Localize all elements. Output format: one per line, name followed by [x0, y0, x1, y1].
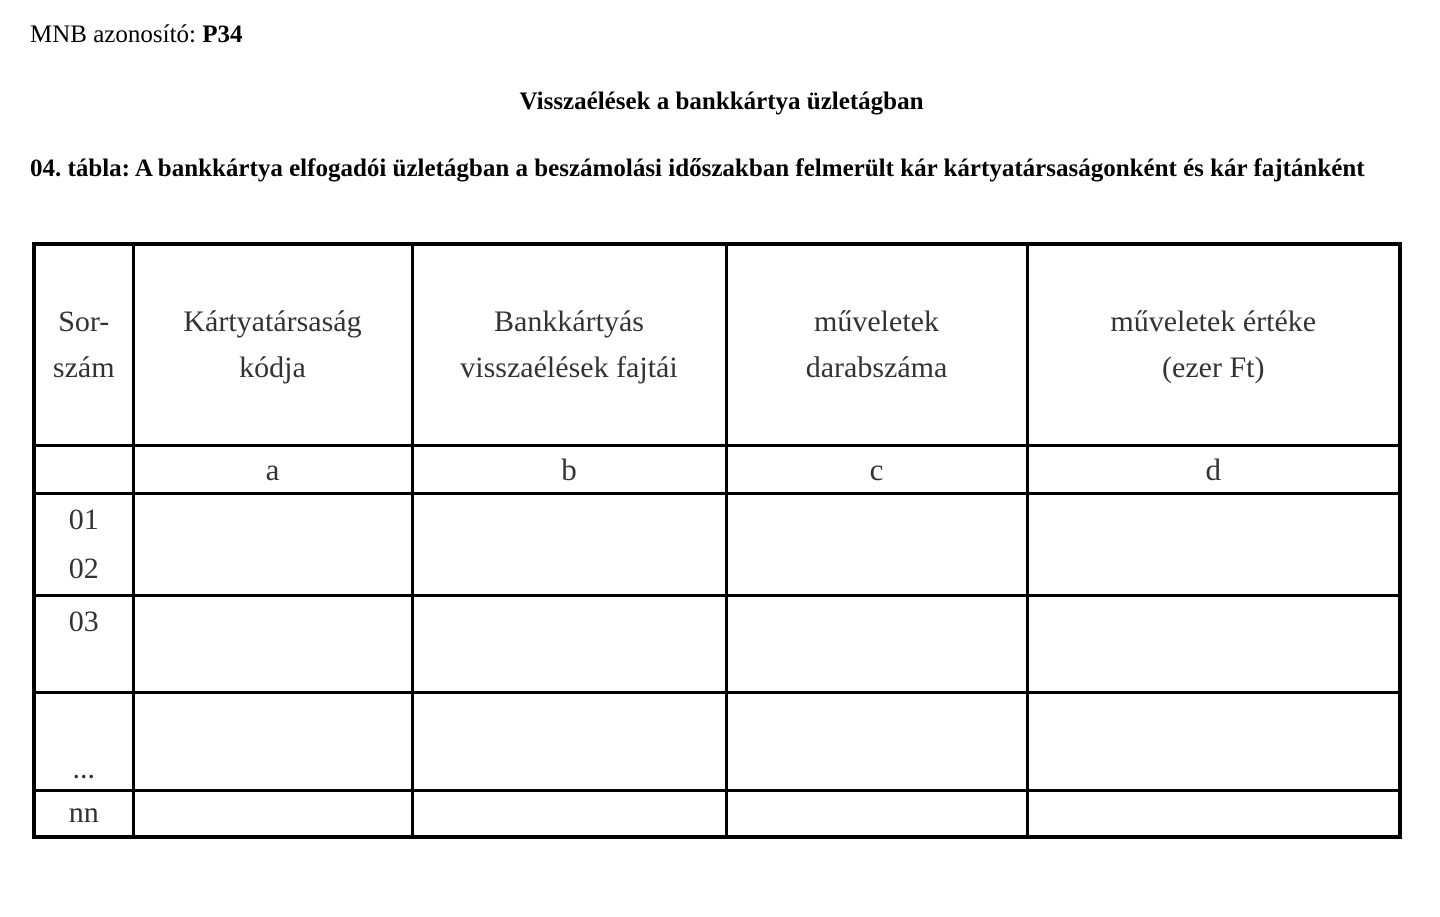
- table-cell[interactable]: [726, 693, 1027, 790]
- column-header-transaction-value: műveletek értéke (ezer Ft): [1027, 244, 1400, 446]
- row-number-cell: [34, 494, 133, 596]
- identifier-code: P34: [202, 21, 243, 48]
- row-number: 01: [68, 503, 99, 537]
- column-letter-cell: c: [726, 446, 1027, 494]
- table-row: [34, 693, 1400, 790]
- table-cell[interactable]: [133, 790, 412, 837]
- table-row: [34, 595, 1400, 692]
- row-number-cell: [34, 693, 133, 790]
- column-header-transaction-count: műveletek darabszáma: [726, 244, 1027, 446]
- row-number: ...: [72, 751, 95, 785]
- table-cell[interactable]: [726, 595, 1027, 692]
- table-cell[interactable]: [1027, 595, 1400, 692]
- identifier-label: MNB azonosító:: [30, 21, 196, 48]
- column-letter-row: [34, 446, 1400, 494]
- column-header-fraud-types: Bankkártyás visszaélések fajtái: [412, 244, 726, 446]
- identifier-line: [30, 18, 243, 52]
- column-letter-cell: [34, 446, 133, 494]
- column-header-serial: Sor- szám: [34, 244, 133, 446]
- table-cell[interactable]: [412, 693, 726, 790]
- document-title: Visszaélések a bankkártya üzletágban: [519, 88, 924, 115]
- table-cell[interactable]: [412, 494, 726, 596]
- row-number: 03: [68, 604, 99, 638]
- table-cell[interactable]: [412, 595, 726, 692]
- table-cell[interactable]: [133, 494, 412, 596]
- column-letter-cell: d: [1027, 446, 1400, 494]
- table-cell[interactable]: [726, 790, 1027, 837]
- column-letter-cell: a: [133, 446, 412, 494]
- table-cell[interactable]: [133, 595, 412, 692]
- table-cell[interactable]: [1027, 693, 1400, 790]
- row-number-cell: [34, 790, 133, 837]
- header-row: [34, 244, 1400, 446]
- table-row: [34, 790, 1400, 837]
- row-number: nn: [68, 796, 99, 830]
- column-letter-cell: b: [412, 446, 726, 494]
- table-cell[interactable]: [726, 494, 1027, 596]
- column-header-card-company-code: Kártyatársaság kódja: [133, 244, 412, 446]
- table-row: [34, 494, 1400, 596]
- table-cell[interactable]: [1027, 790, 1400, 837]
- table-cell[interactable]: [412, 790, 726, 837]
- row-number-cell: [34, 595, 133, 692]
- table-cell[interactable]: [133, 693, 412, 790]
- table-title: 04. tábla: A bankkártya elfogadói üzletágban a beszámolási időszakban felmerült kár kártyatársaságonként és kár fajtánként: [30, 155, 1365, 182]
- table-cell[interactable]: [1027, 494, 1400, 596]
- report-table: [32, 242, 1402, 839]
- row-number: 02: [68, 552, 99, 586]
